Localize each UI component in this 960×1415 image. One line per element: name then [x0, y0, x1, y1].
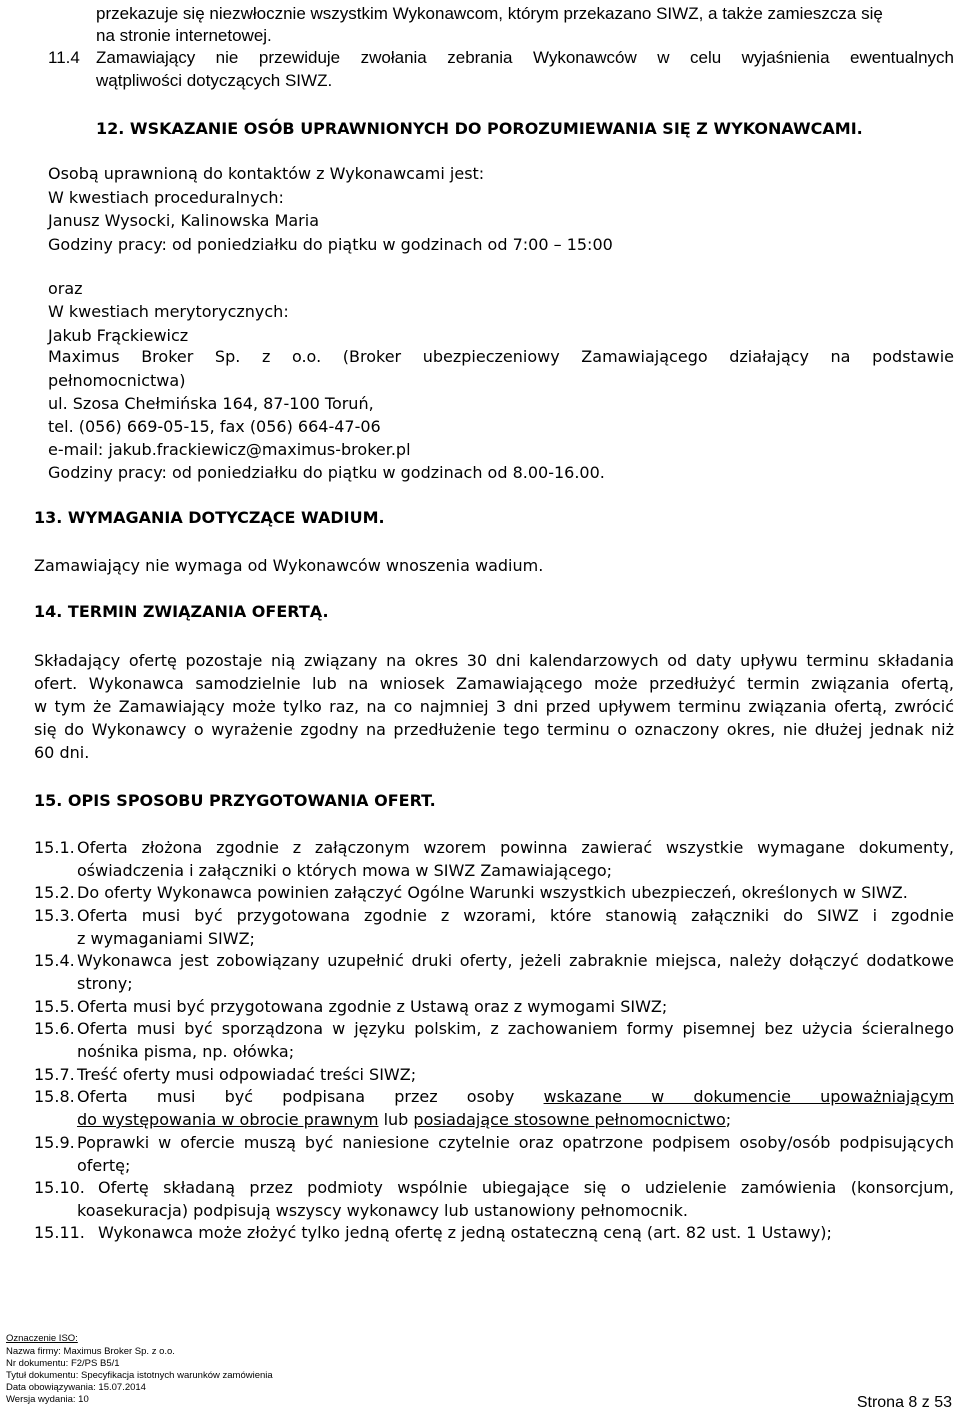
list-item-number: 15.11.: [34, 1223, 85, 1242]
list-item-number: 15.3.: [34, 906, 75, 925]
list-item-number: 15.6.: [34, 1019, 75, 1038]
list-item-number: 15.2.: [34, 883, 75, 902]
list-item-text: oświadczenia i załączniki o których mowa w SIWZ Zamawiającego;: [77, 861, 613, 880]
list-item-text: Do oferty Wykonawca powinien załączyć Ogólne Warunki wszystkich ubezpieczeń, określonych w SIWZ.: [77, 883, 908, 902]
section-14-heading: 14. TERMIN ZWIĄZANIA OFERTĄ.: [34, 602, 329, 621]
section-13-heading: 13. WYMAGANIA DOTYCZĄCE WADIUM.: [34, 508, 385, 527]
list-item-text: Poprawki w ofercie muszą być naniesione czytelnie oraz opatrzone podpisem osoby/osób podpisujących: [77, 1133, 954, 1152]
contact-line: W kwestiach proceduralnych:: [48, 188, 284, 207]
list-item-text: Oferta musi być przygotowana zgodnie z Ustawą oraz z wymogami SIWZ;: [77, 997, 668, 1016]
contact-line: pełnomocnictwa): [48, 371, 186, 390]
underlined-text: wskazane w dokumencie upoważniającym: [543, 1087, 954, 1106]
list-item-number: 15.1.: [34, 838, 75, 857]
section-12-heading: 12. WSKAZANIE OSÓB UPRAWNIONYCH DO POROZUMIEWANIA SIĘ Z WYKONAWCAMI.: [96, 119, 863, 138]
list-item-number: 15.10.: [34, 1178, 85, 1197]
list-item-text: [77, 1087, 954, 1106]
list-item-text-part: lub: [378, 1110, 414, 1129]
valid-date: Data obowiązywania: 15.07.2014: [6, 1382, 146, 1393]
document-number: Nr dokumentu: F2/PS B5/1: [6, 1358, 120, 1369]
list-item-text: Wykonawca jest zobowiązany uzupełnić druki oferty, jeżeli zabraknie miejsca, należy dołączyć dodatkowe: [77, 951, 954, 970]
list-item-number: 15.5.: [34, 997, 75, 1016]
list-item-text: Wykonawca może złożyć tylko jedną ofertę z jedną ostateczną ceną (art. 82 ust. 1 Ustawy);: [98, 1223, 832, 1242]
list-item-text: koasekuracja) podpisują wszyscy wykonawcy lub ustanowiony pełnomocnik.: [77, 1201, 688, 1220]
contact-line: W kwestiach merytorycznych:: [48, 302, 289, 321]
company-name: Nazwa firmy: Maximus Broker Sp. z o.o.: [6, 1346, 175, 1357]
list-item-text: Oferta musi być przygotowana zgodnie z wzorami, które stanowią załączniki do SIWZ i zgodnie: [77, 906, 954, 925]
list-item-number: 15.9.: [34, 1133, 75, 1152]
contact-line: ul. Szosa Chełmińska 164, 87-100 Toruń,: [48, 394, 374, 413]
list-item-text: nośnika pisma, np. ołówka;: [77, 1042, 295, 1061]
list-item-text: Ofertę składaną przez podmioty wspólnie ubiegające się o udzielenie zamówienia (konsorcjum,: [98, 1178, 954, 1197]
version: Wersja wydania: 10: [6, 1394, 89, 1405]
underlined-text: posiadające stosowne pełnomocnictwo: [413, 1110, 726, 1129]
intro-line-2: na stronie internetowej.: [96, 26, 272, 45]
contact-line: Jakub Frąckiewicz: [48, 326, 189, 345]
paragraph-line: 60 dni.: [34, 743, 90, 762]
underlined-text: do występowania w obrocie prawnym: [77, 1110, 379, 1129]
list-item-text-part: Oferta musi być podpisana przez osoby: [77, 1087, 515, 1106]
list-item-text: strony;: [77, 974, 133, 993]
document-title: Tytuł dokumentu: Specyfikacja istotnych warunków zamówienia: [6, 1370, 273, 1381]
paragraph-line: Składający ofertę pozostaje nią związany na okres 30 dni kalendarzowych od daty upływu terminu składania: [34, 651, 954, 670]
contact-line: Godziny pracy: od poniedziałku do piątku w godzinach od 8.00-16.00.: [48, 463, 605, 482]
paragraph-line: się do Wykonawcy o wyrażenie zgodny na przedłużenie tego terminu o oznaczony okres, nie dłużej jednak niż: [34, 720, 954, 739]
item-11-4-line-2: wątpliwości dotyczących SIWZ.: [96, 71, 333, 90]
list-item-text: Treść oferty musi odpowiadać treści SIWZ;: [77, 1065, 417, 1084]
list-item-number: 15.4.: [34, 951, 75, 970]
contact-line: oraz: [48, 279, 83, 298]
intro-line-1: przekazuje się niezwłocznie wszystkim Wykonawcom, którym przekazano SIWZ, a także zamieszcza się: [96, 4, 883, 23]
contact-email: e-mail: jakub.frackiewicz@maximus-broker.pl: [48, 440, 411, 459]
contact-line: Godziny pracy: od poniedziałku do piątku w godzinach od 7:00 – 15:00: [48, 235, 613, 254]
contact-line: Osobą uprawnioną do kontaktów z Wykonawcami jest:: [48, 164, 485, 183]
page-number: Strona 8 z 53: [856, 1394, 952, 1411]
contact-line: Maximus Broker Sp. z o.o. (Broker ubezpieczeniowy Zamawiającego działający na podstawie: [48, 347, 954, 366]
list-item-text: z wymaganiami SIWZ;: [77, 929, 255, 948]
paragraph-line: ofert. Wykonawca samodzielnie lub na wniosek Zamawiającego może przedłużyć termin związania ofertą,: [34, 674, 954, 693]
contact-line: Janusz Wysocki, Kalinowska Maria: [48, 211, 320, 230]
list-item-text-part: ;: [725, 1110, 732, 1129]
list-item-text: ofertę;: [77, 1156, 131, 1175]
paragraph-line: w tym że Zamawiający może tylko raz, na co najmniej 3 dni przed upływem terminu związania ofertą, zwrócić: [34, 697, 954, 716]
item-11-4-line-1: Zamawiający nie przewiduje zwołania zebrania Wykonawców w celu wyjaśnienia ewentualnych: [96, 48, 954, 67]
section-13-text: Zamawiający nie wymaga od Wykonawców wnoszenia wadium.: [34, 556, 544, 575]
section-15-heading: 15. OPIS SPOSOBU PRZYGOTOWANIA OFERT.: [34, 791, 436, 810]
list-item-text: Oferta musi być sporządzona w języku polskim, z zachowaniem formy pisemnej bez użycia ścieralnego: [77, 1019, 954, 1038]
list-item-number: 15.7.: [34, 1065, 75, 1084]
contact-line: tel. (056) 669-05-15, fax (056) 664-47-06: [48, 417, 381, 436]
list-item-text: [77, 1110, 731, 1129]
list-item-number: 15.8.: [34, 1087, 75, 1106]
iso-label: Oznaczenie ISO:: [6, 1333, 78, 1344]
item-11-4-number: 11.4: [48, 48, 80, 67]
list-item-text: Oferta złożona zgodnie z załączonym wzorem powinna zawierać wszystkie wymagane dokumenty,: [77, 838, 954, 857]
